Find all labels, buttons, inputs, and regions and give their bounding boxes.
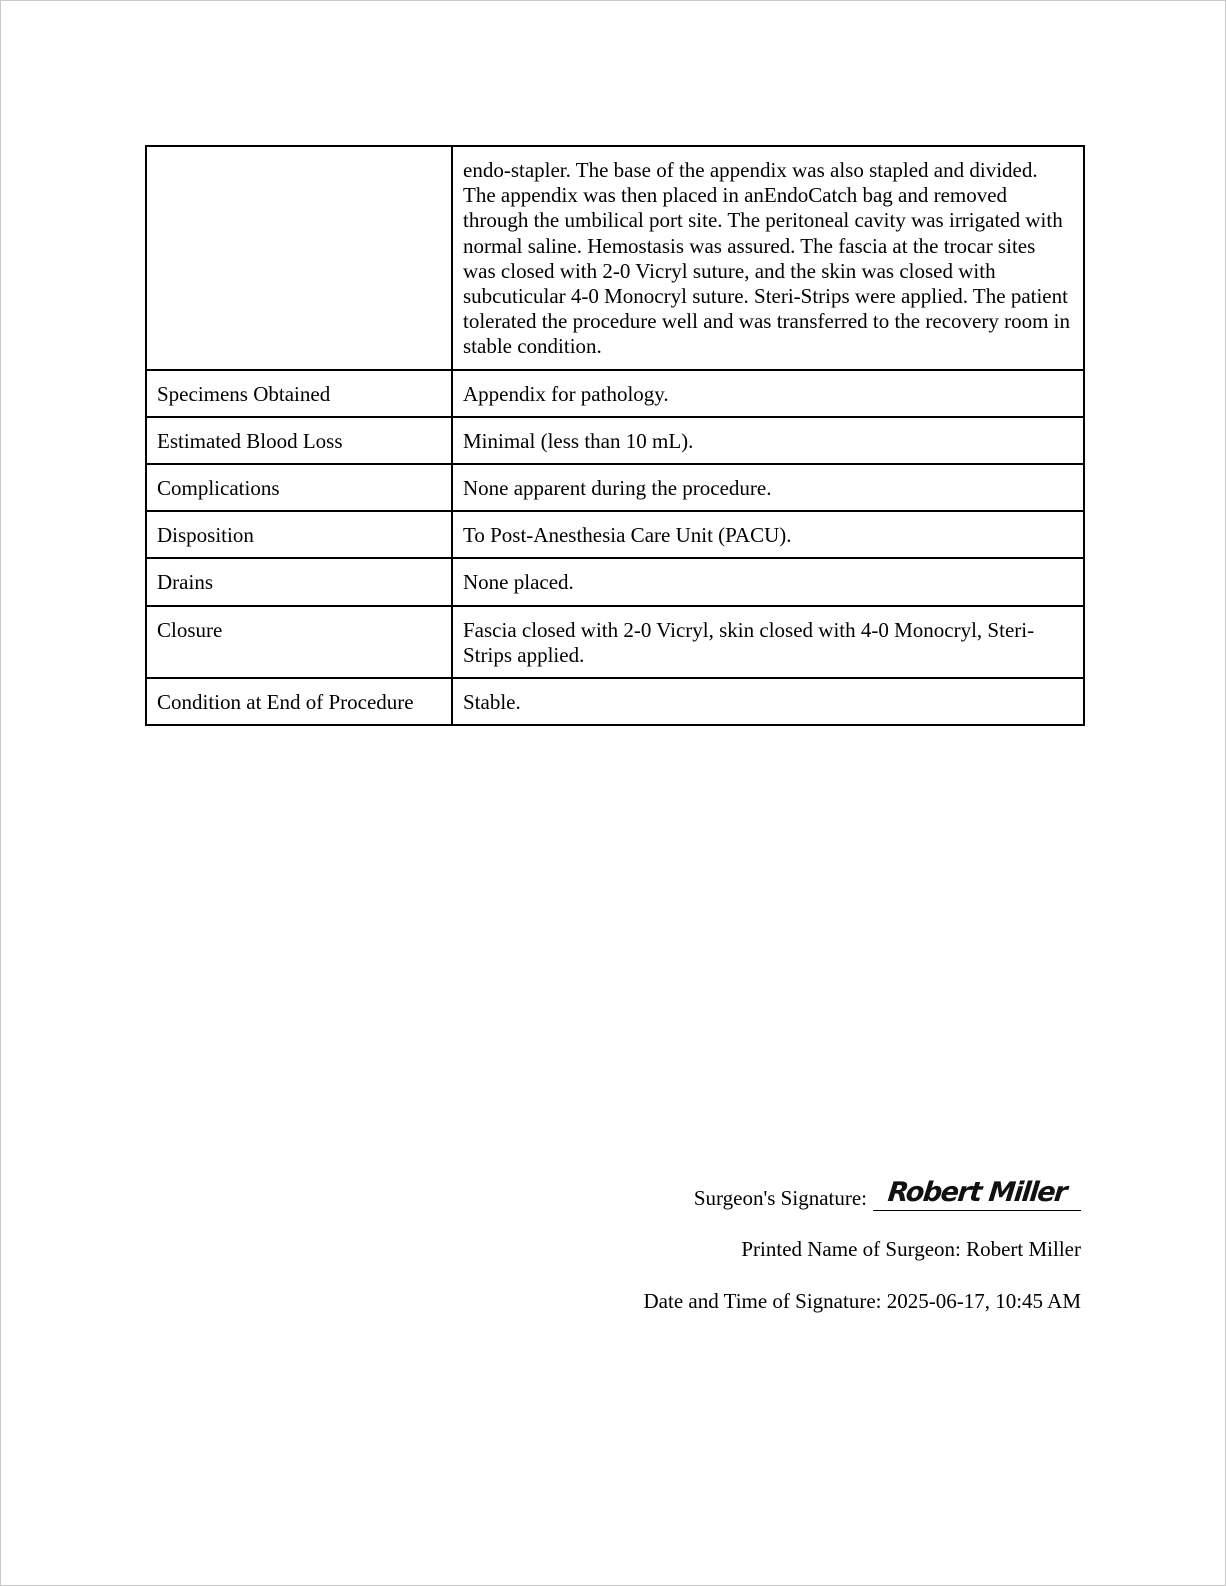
row-value-disposition: To Post-Anesthesia Care Unit (PACU). (452, 511, 1084, 558)
handwritten-signature: Robert Miller (886, 1177, 1068, 1208)
printed-name-line: Printed Name of Surgeon: Robert Miller (741, 1237, 1081, 1261)
row-value-condition: Stable. (452, 678, 1084, 725)
operative-report-table (145, 145, 1085, 726)
row-value-closure: Fascia closed with 2-0 Vicryl, skin closed with 4-0 Monocryl, Steri-Strips applied. (452, 606, 1084, 678)
table-row-drains (146, 558, 1084, 605)
surgeon-signature-line (381, 1177, 1081, 1211)
table-row-disposition (146, 511, 1084, 558)
row-label-complications: Complications (146, 464, 452, 511)
row-label-specimens: Specimens Obtained (146, 370, 452, 417)
table-row-blood-loss (146, 417, 1084, 464)
signature-underline (873, 1176, 1081, 1211)
row-value-specimens: Appendix for pathology. (452, 370, 1084, 417)
table-row-closure (146, 606, 1084, 678)
row-value-blood-loss: Minimal (less than 10 mL). (452, 417, 1084, 464)
row-label-closure: Closure (146, 606, 452, 678)
row-value-complications: None apparent during the procedure. (452, 464, 1084, 511)
procedure-description-continuation: endo-stapler. The base of the appendix was also stapled and divided. The appendix was then placed in anEndoCatch bag and removed through the umbilical port site. The peritoneal cavity was irrigated with normal saline. Hemostasis was assured. The fascia at the trocar sites was closed with 2-0 Vicryl suture, and the skin was closed with subcuticular 4-0 Monocryl suture. Steri-Strips were applied. The patient tolerated the procedure well and was transferred to the recovery room in stable condition. (452, 146, 1084, 370)
row-label-condition: Condition at End of Procedure (146, 678, 452, 725)
table-row-condition (146, 678, 1084, 725)
label-cell-empty (146, 146, 452, 370)
table-row-complications (146, 464, 1084, 511)
table-row-procedure-continuation (146, 146, 1084, 370)
table-row-specimens (146, 370, 1084, 417)
row-label-drains: Drains (146, 558, 452, 605)
signature-block (381, 1177, 1081, 1316)
signature-date-time-line: Date and Time of Signature: 2025-06-17, 10:45 AM (643, 1289, 1081, 1313)
row-label-blood-loss: Estimated Blood Loss (146, 417, 452, 464)
row-label-disposition: Disposition (146, 511, 452, 558)
signature-label: Surgeon's Signature: (693, 1186, 867, 1210)
row-value-drains: None placed. (452, 558, 1084, 605)
